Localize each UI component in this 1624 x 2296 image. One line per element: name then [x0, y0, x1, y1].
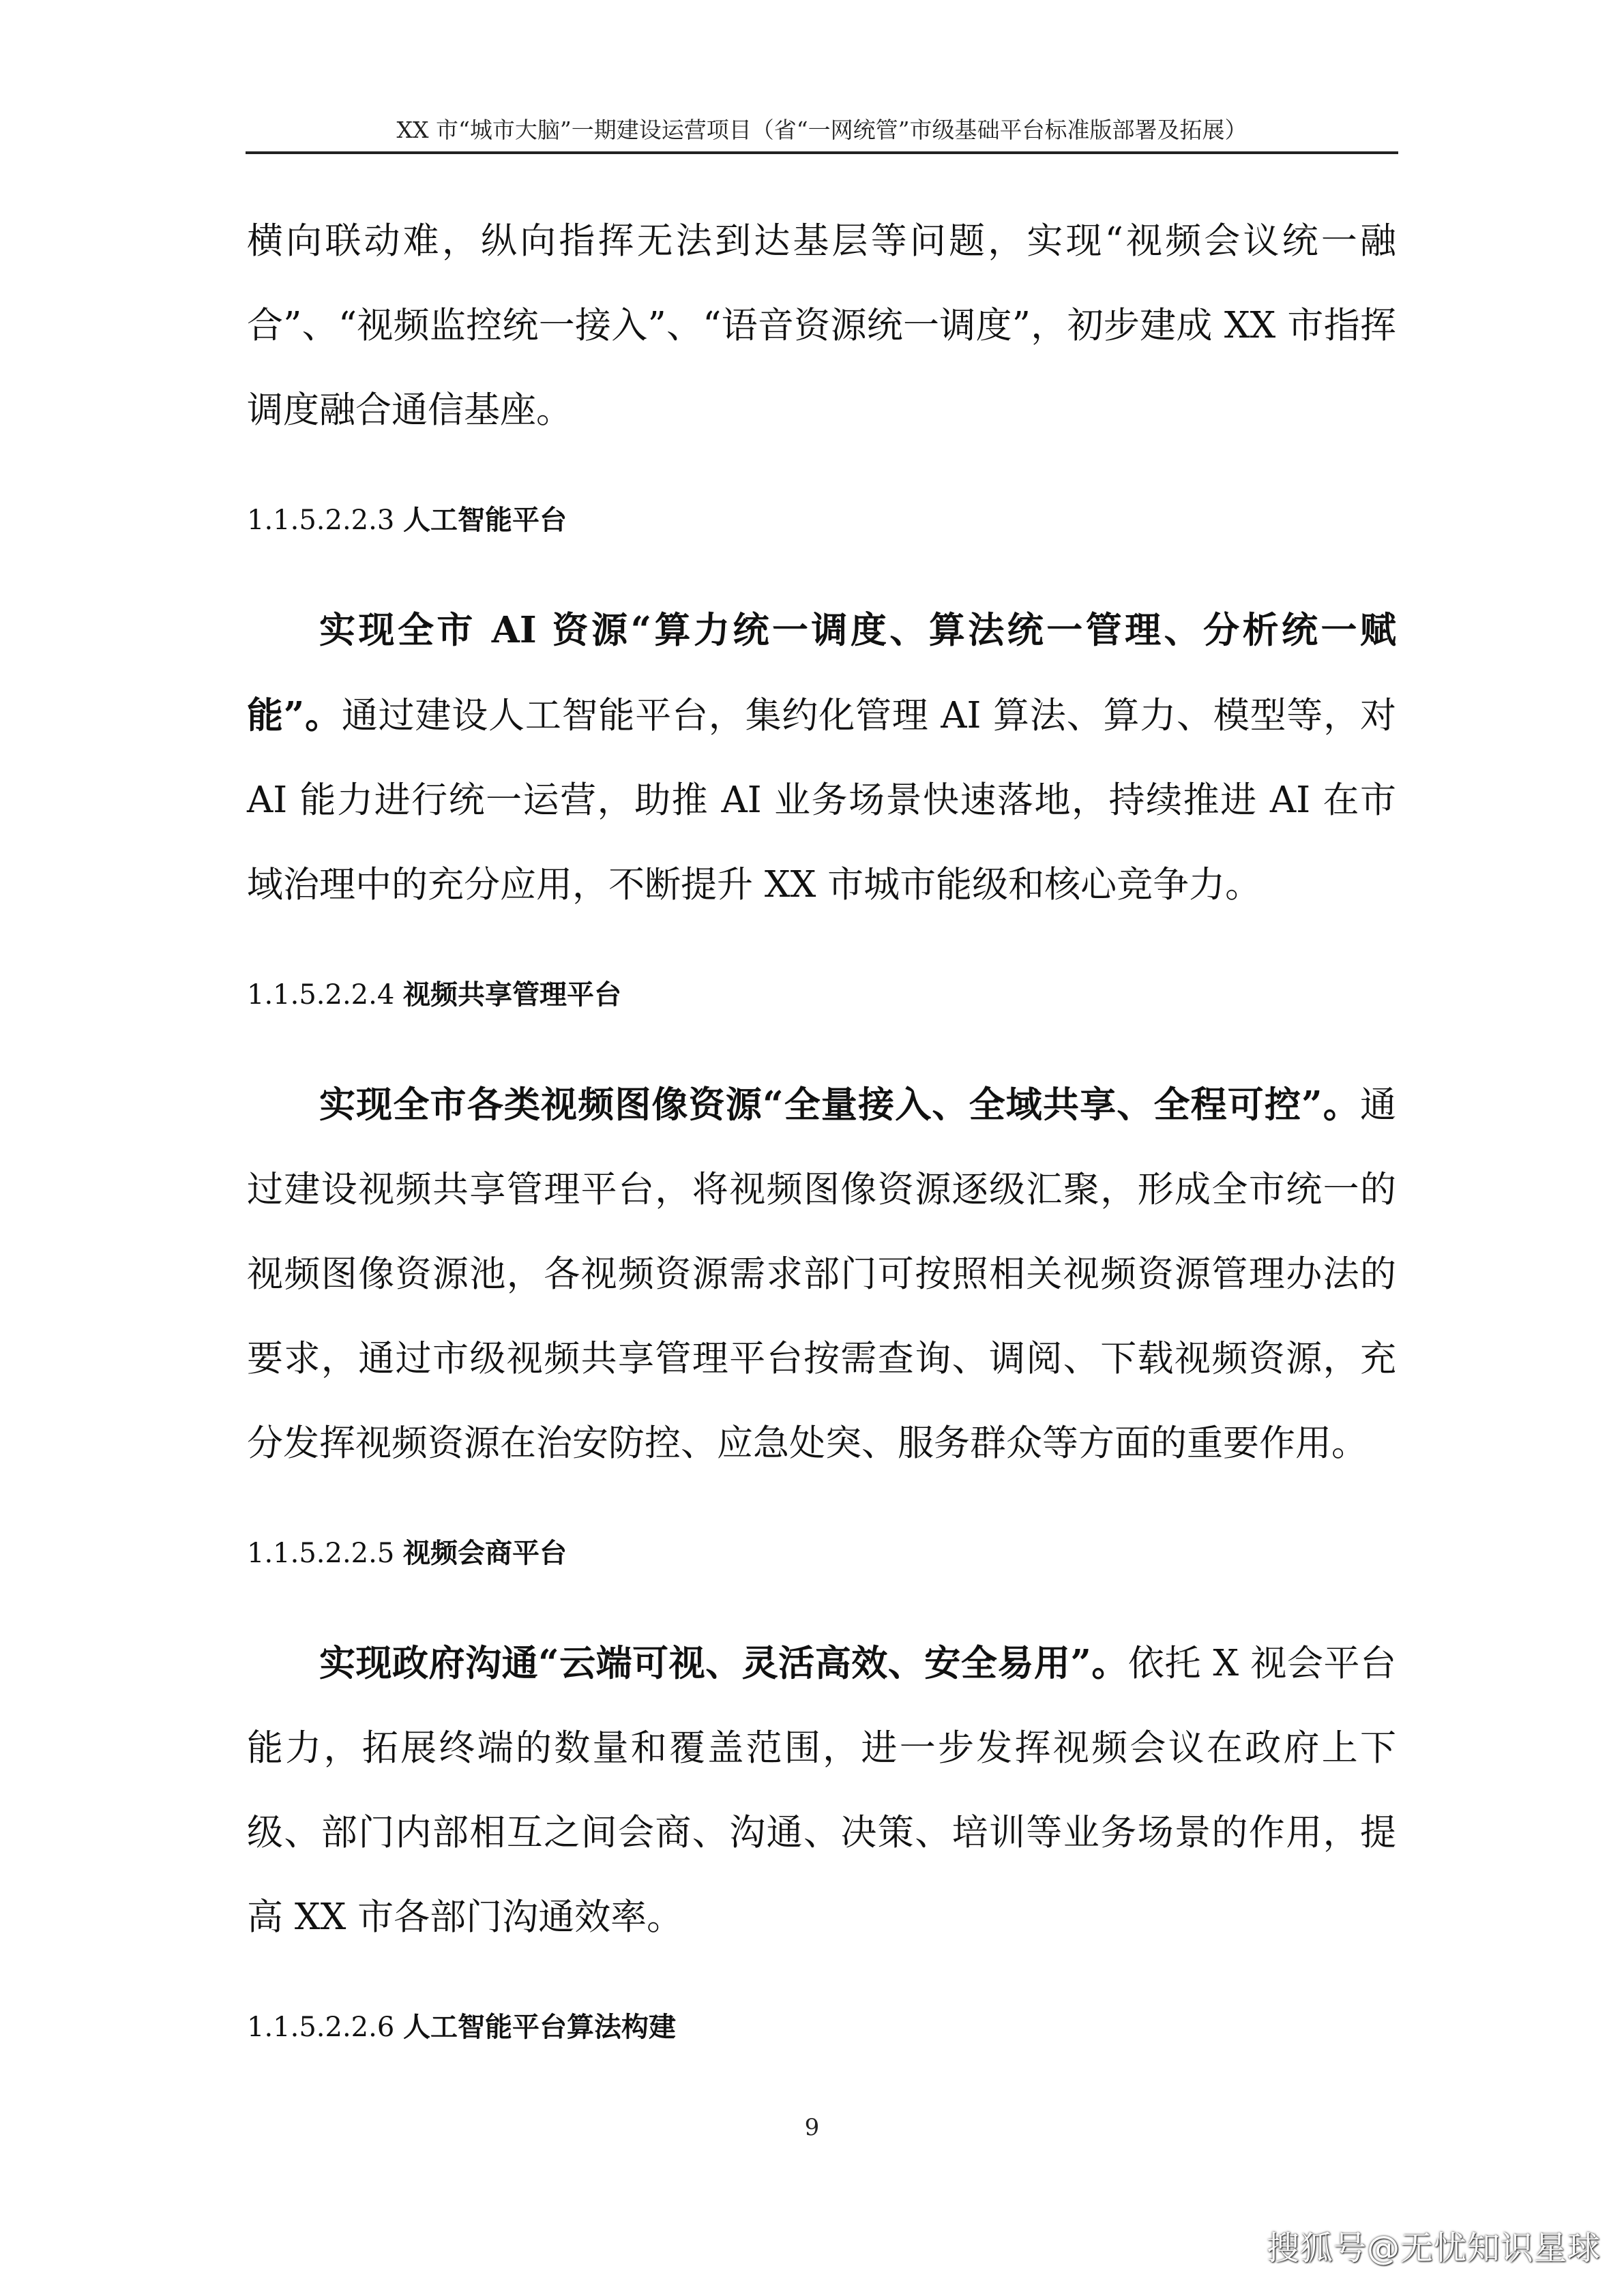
- section-number: 1.1.5.2.2.5: [247, 1538, 395, 1569]
- section-heading-ai-platform: [247, 503, 1396, 537]
- paragraph-video-consultation: [247, 1621, 1396, 1960]
- section-title: 视频会商平台: [403, 1538, 567, 1569]
- section-number: 1.1.5.2.2.3: [247, 505, 395, 536]
- paragraph-lead: 实现全市各类视频图像资源“全量接入、全域共享、全程可控”。: [319, 1084, 1360, 1126]
- section-title: 人工智能平台算法构建: [403, 2012, 676, 2043]
- page-number: 9: [804, 2114, 820, 2141]
- paragraph-intro: 横向联动难，纵向指挥无法到达基层等问题，实现“视频会议统一融合”、“视频监控统一接入”、“语音资源统一调度”，初步建成 XX 市指挥调度融合通信基座。: [247, 220, 1396, 431]
- document-body: [247, 199, 1396, 2095]
- header-title: XX 市“城市大脑”一期建设运营项目（省“一网统管”市级基础平台标准版部署及拓展）: [396, 117, 1247, 143]
- page-header: [246, 109, 1398, 154]
- paragraph-ai-platform: [247, 588, 1396, 927]
- section-number: 1.1.5.2.2.6: [247, 2012, 395, 2043]
- section-number: 1.1.5.2.2.4: [247, 979, 395, 1011]
- paragraph-body: 依托 X 视会平台能力，拓展终端的数量和覆盖范围，进一步发挥视频会议在政府上下级、部门内部相互之间会商、沟通、决策、培训等业务场景的作用，提高 XX 市各部门沟通效率。: [247, 1643, 1396, 1938]
- section-heading-video-consultation: [247, 1536, 1396, 1570]
- watermark: 搜狐号@无忧知识星球: [1266, 2229, 1601, 2267]
- section-title: 视频共享管理平台: [403, 979, 621, 1011]
- paragraph-body: 通过建设视频共享管理平台，将视频图像资源逐级汇聚，形成全市统一的视频图像资源池，各视频资源需求部门可按照相关视频资源管理办法的要求，通过市级视频共享管理平台按需查询、调阅、下载视频资源，充分发挥视频资源在治安防控、应急处突、服务群众等方面的重要作用。: [247, 1084, 1396, 1464]
- section-heading-ai-algorithm: [247, 2010, 1396, 2044]
- paragraph-video-sharing: [247, 1062, 1396, 1486]
- section-title: 人工智能平台: [403, 505, 567, 536]
- section-heading-video-sharing: [247, 978, 1396, 1012]
- paragraph-lead: 实现全市 AI 资源“算力统一调度、算法统一管理、分析统一赋能”。: [247, 609, 1396, 736]
- paragraph-lead: 实现政府沟通“云端可视、灵活高效、安全易用”。: [319, 1642, 1128, 1684]
- paragraph-body: 通过建设人工智能平台，集约化管理 AI 算法、算力、模型等，对 AI 能力进行统一运营，助推 AI 业务场景快速落地，持续推进 AI 在市域治理中的充分应用，不断提升 XX 市城市能级和核心竞争力。: [247, 695, 1396, 906]
